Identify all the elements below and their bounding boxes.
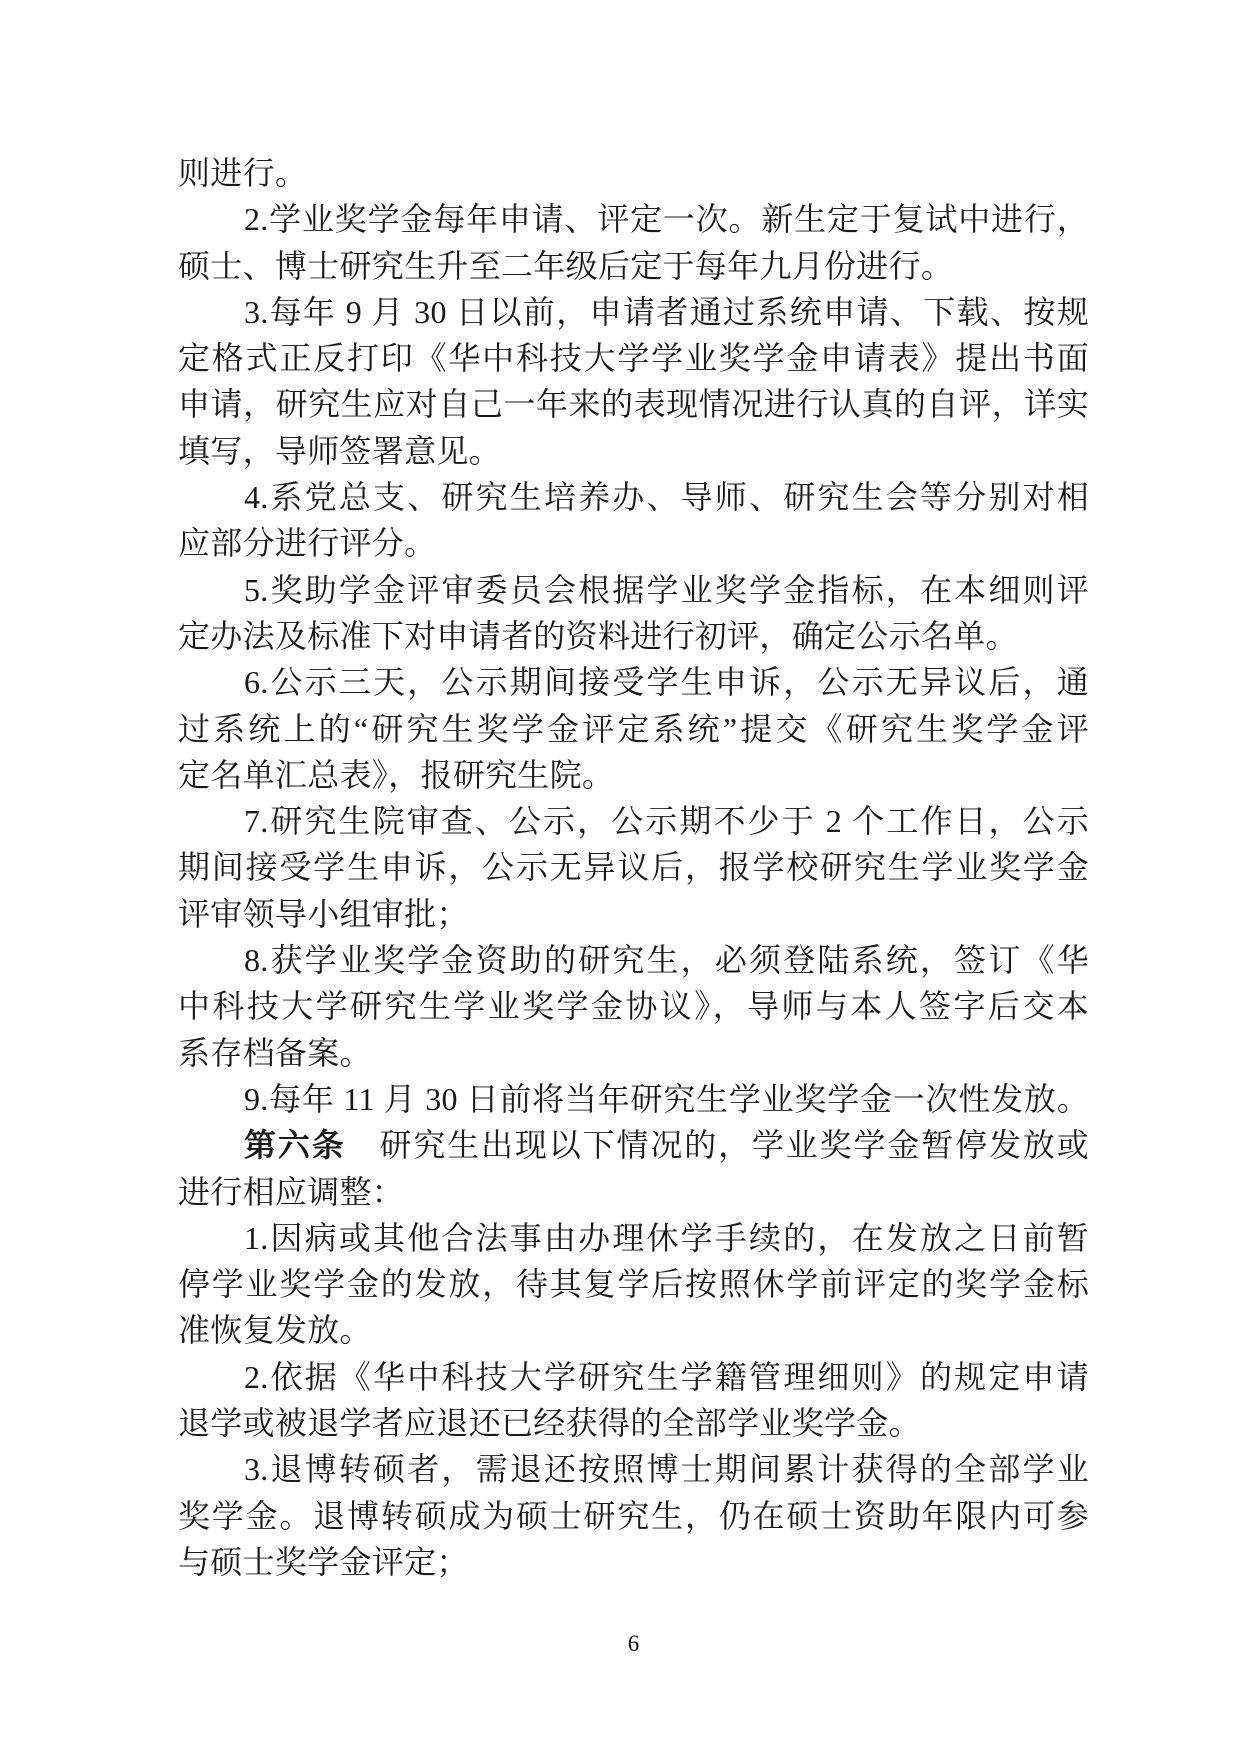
text-segment: 期间接受学生申诉，公示无异议后，报学校研究生学业奖学金 [178,849,1089,886]
text-segment: 评审领导小组审批； [178,895,469,932]
text-line [178,798,1089,844]
text-line [178,752,1089,798]
page-number: 6 [627,1631,640,1656]
text-segment: 2.学业奖学金每年申请、评定一次。新生定于复试中进行， [244,201,1089,238]
text-segment: 系存档备案。 [178,1034,372,1071]
text-segment: 应部分进行评分。 [178,525,437,562]
text-line [178,983,1089,1029]
text-segment: 准恢复发放。 [178,1312,372,1349]
text-segment: 研究生出现以下情况的，学业奖学金暂停发放或 [345,1127,1089,1164]
text-line [178,1030,1089,1076]
text-segment: 硕士、博士研究生升至二年级后定于每年九月份进行。 [178,247,954,284]
text-segment: 进行相应调整： [178,1173,405,1210]
text-line [178,428,1089,474]
text-segment: 1.因病或其他合法事由办理休学手续的，在发放之日前暂 [244,1219,1089,1256]
text-line [178,196,1089,242]
text-segment: 与硕士奖学金评定； [178,1543,469,1580]
text-line [178,1493,1089,1539]
text-segment: 定名单汇总表》，报研究生院。 [178,756,615,793]
text-segment: 2.依据《华中科技大学研究生学籍管理细则》的规定申请 [244,1358,1089,1395]
text-segment: 过系统上的“研究生奖学金评定系统”提交《研究生奖学金评 [178,710,1089,747]
text-line [178,381,1089,427]
text-segment: 6.公示三天，公示期间接受学生申诉，公示无异议后，通 [244,664,1089,701]
text-line [178,1400,1089,1446]
text-segment: 8.获学业奖学金资助的研究生，必须登陆系统，签订《华 [244,942,1089,979]
text-line [178,567,1089,613]
document-body [178,150,1089,1585]
article-number: 第六条 [244,1127,346,1164]
text-line [178,1307,1089,1353]
text-segment: 停学业奖学金的发放，待其复学后按照休学前评定的奖学金标 [178,1266,1089,1303]
text-segment: 退学或被退学者应退还已经获得的全部学业奖学金。 [178,1405,921,1442]
text-segment: 9.每年 11 月 30 日前将当年研究生学业奖学金一次性发放。 [244,1080,1089,1117]
text-line [178,1354,1089,1400]
text-line [178,1261,1089,1307]
text-segment: 定办法及标准下对申请者的资料进行初评，确定公示名单。 [178,617,1018,654]
text-line [178,335,1089,381]
text-segment: 7.研究生院审查、公示，公示期不少于 2 个工作日，公示 [244,803,1089,840]
text-line [178,937,1089,983]
text-line [178,1169,1089,1215]
text-segment: 5.奖助学金评审委员会根据学业奖学金指标，在本细则评 [244,571,1089,608]
text-line [178,844,1089,890]
text-line [178,243,1089,289]
text-line [178,891,1089,937]
text-line [178,1215,1089,1261]
text-line [178,474,1089,520]
text-segment: 3.每年 9 月 30 日以前，申请者通过系统申请、下载、按规 [244,293,1089,330]
text-segment: 申请，研究生应对自己一年来的表现情况进行认真的自评，详实 [178,386,1089,423]
text-line [178,706,1089,752]
text-line [178,150,1089,196]
text-line [178,1446,1089,1492]
text-line [178,289,1089,335]
text-line [178,1539,1089,1585]
text-segment: 定格式正反打印《华中科技大学学业奖学金申请表》提出书面 [178,340,1089,377]
text-segment: 则进行。 [178,155,308,191]
text-segment: 奖学金。退博转硕成为硕士研究生，仍在硕士资助年限内可参 [178,1497,1089,1534]
text-line [178,659,1089,705]
text-line [178,613,1089,659]
text-segment: 中科技大学研究生学业奖学金协议》，导师与本人签字后交本 [178,988,1089,1025]
text-segment: 3.退博转硕者，需退还按照博士期间累计获得的全部学业 [244,1451,1089,1488]
text-segment: 填写，导师签署意见。 [178,432,502,469]
text-segment: 4.系党总支、研究生培养办、导师、研究生会等分别对相 [244,479,1089,516]
text-line [178,1076,1089,1122]
text-line [178,1122,1089,1168]
text-line [178,520,1089,566]
